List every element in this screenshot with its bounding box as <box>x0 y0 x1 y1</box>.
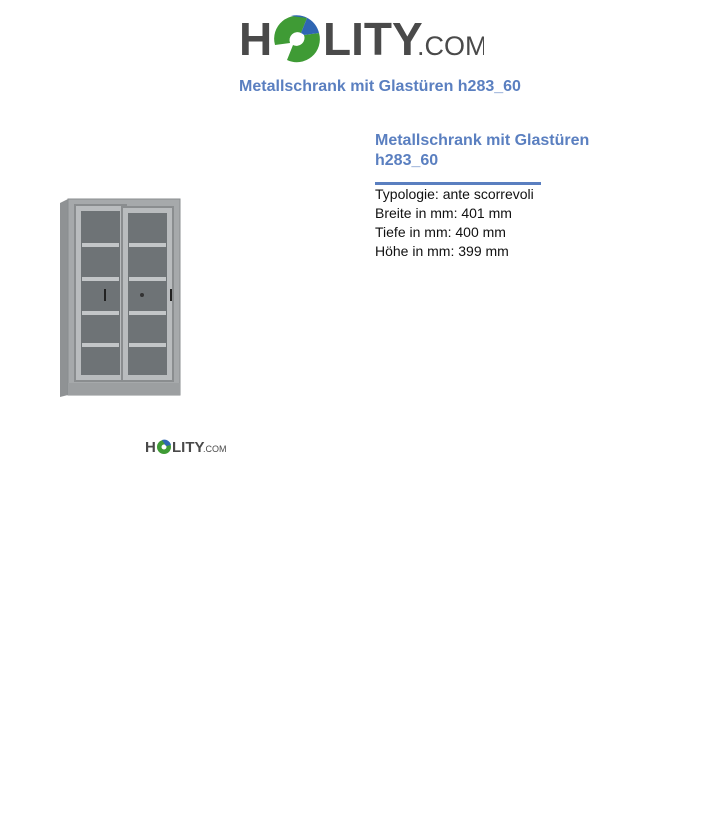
holity-logo-small-icon <box>145 437 227 457</box>
holity-logo-icon <box>239 10 484 68</box>
spec-list <box>375 185 534 261</box>
page-title: Metallschrank mit Glastüren h283_60 <box>239 78 521 95</box>
spec-depth: Tiefe in mm: 400 mm <box>375 224 506 240</box>
metal-cabinet-icon <box>58 197 184 401</box>
product-image <box>58 197 184 401</box>
brand-logo[interactable] <box>239 10 484 68</box>
svg-text:H: H <box>145 439 156 456</box>
spec-height: Höhe in mm: 399 mm <box>375 243 509 259</box>
svg-text:.COM: .COM <box>417 31 484 61</box>
svg-text:.COM: .COM <box>203 444 227 454</box>
brand-logo-small <box>145 437 227 457</box>
svg-text:LITY: LITY <box>323 13 423 65</box>
svg-text:LITY: LITY <box>172 439 205 456</box>
spec-typology: Typologie: ante scorrevoli <box>375 186 534 202</box>
svg-text:H: H <box>239 13 273 65</box>
spec-width: Breite in mm: 401 mm <box>375 205 512 221</box>
product-title: Metallschrank mit Glastüren h283_60 <box>375 132 590 169</box>
